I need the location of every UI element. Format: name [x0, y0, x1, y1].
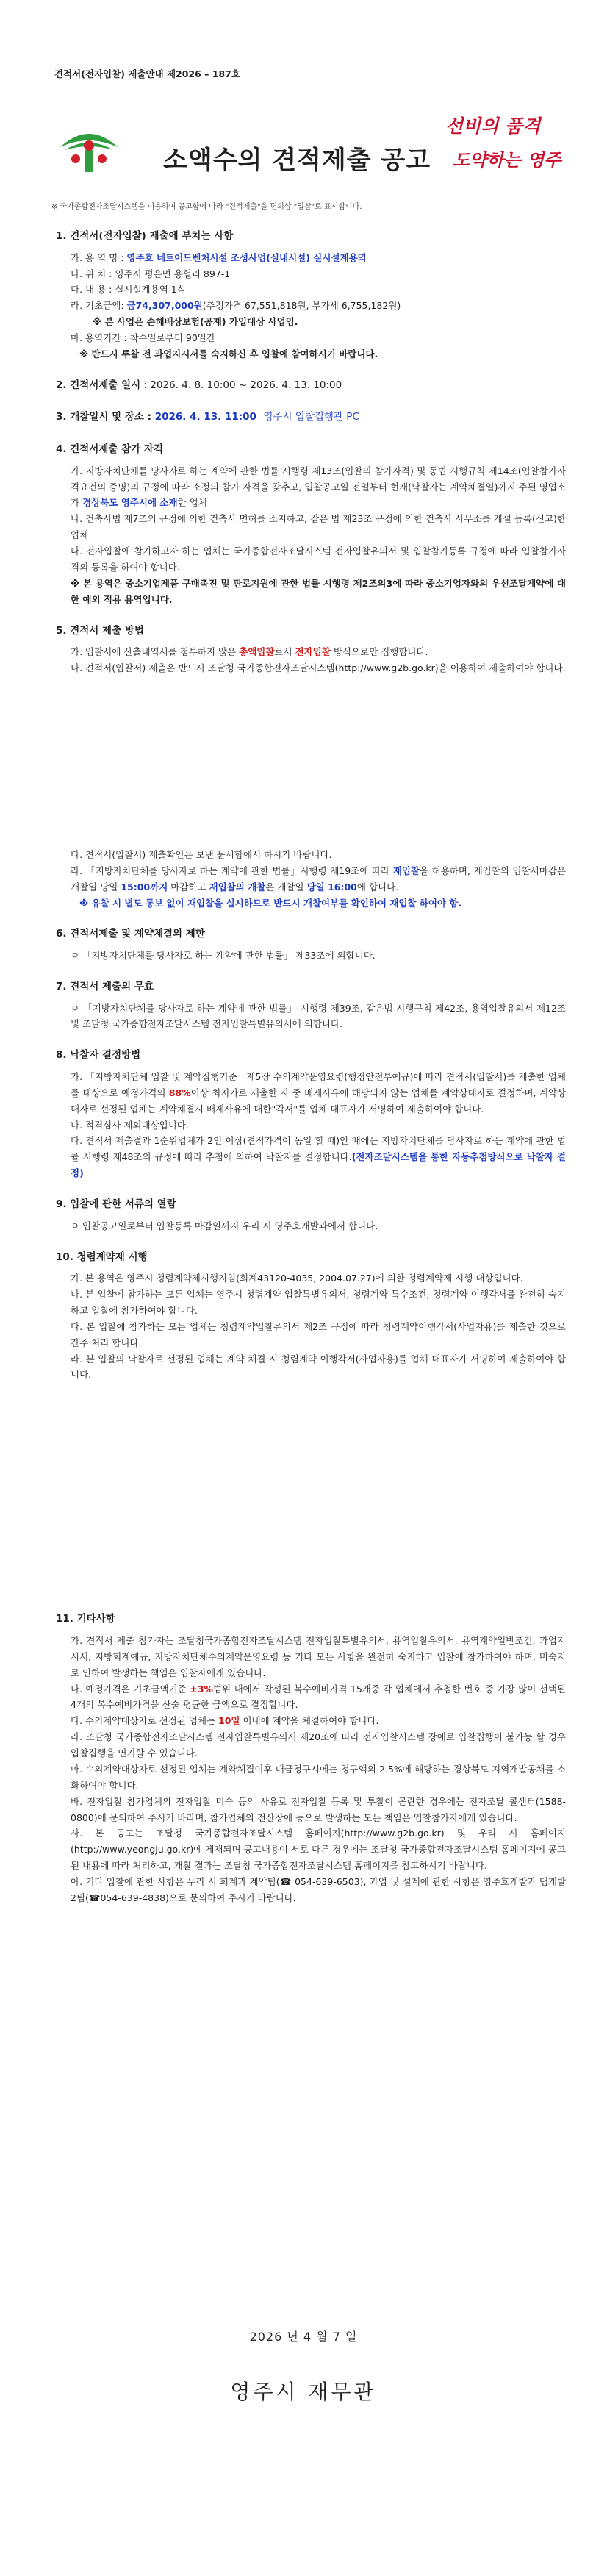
misc-h: 아. 기타 입찰에 관한 사항은 우리 시 회계과 계약팀(☎ 054-639-6503), 과업 및 설계에 관한 사항은 영주호개발과 댐개발2팀(☎054-639-4838)으로 문의하여 주시기 바랍니다.: [71, 1876, 566, 1903]
base-amount-row: [71, 298, 566, 314]
opening-time: 2026. 4. 13. 11:00: [154, 411, 256, 423]
base-amount-detail: (추정가격 67,551,818원, 부가세 6,755,182원): [202, 300, 401, 312]
issuer-name: 영주시 재무관: [230, 2380, 377, 2404]
content-row: [71, 282, 566, 298]
base-amount-value: 금74,307,000원: [126, 300, 203, 312]
invalidity-text: ㅇ 「지방자치단체를 당사자로 하는 계약에 관한 법률」 시행령 제39조, 같은법 시행규칙 제42조, 용역입찰유의서 제12조 및 조달청 국가종합전자조달시스템 전자입찰특별유의서에 의합니다.: [71, 1002, 566, 1030]
location-value: 영주시 평은면 용혈리 897-1: [115, 268, 231, 279]
section-11-heading: 11. 기타사항: [56, 1613, 115, 1625]
task-instruction-note: ※ 반드시 투찰 전 과업지시서를 숙지하신 후 입찰에 참여하시기 바랍니다.: [79, 348, 378, 359]
sme-exception-note: ※ 본 용역은 중소기업제품 구매촉진 및 판로지원에 관한 법률 시행령 제2조의3에 따라 중소기업자와의 우선조달계약에 대한 예외 적용 용역입니다.: [71, 577, 566, 605]
section-5-heading: 5. 견적서 제출 방법: [56, 624, 144, 637]
section-10-heading: 10. 청렴계약제 시행: [56, 1251, 148, 1263]
service-period: 마. 용역기간 : 착수일로부터 90일간: [71, 332, 215, 343]
qualification-a: 가. 지방자치단체를 당사자로 하는 계약에 관한 법률 시행령 제13조(입찰의 참가자격) 및 동법 시행규칙 제14조(입찰참가자격요건의 증명)의 규정에 따라 소정의 참가 자격을 갖추고, 입찰공고일 전일부터 현재(낙찰자는 계약체결일)까지 주된 영업소가 경상북도 영주시에 소재한 업체: [71, 465, 567, 509]
award-c: 다. 견적서 제출결과 1순위업체가 2인 이상(견적가격이 동일 할 때)인 때에는 지방자치단체를 당사자로 하는 계약에 관한 법률 시행령 제48조의 규정에 따라 추첨에 의하여 낙찰자를 결정합니다.(전자조달시스템을 통한 자동추첨방식으로 낙찰자 결정): [71, 1135, 566, 1179]
announcement-date: 2026 년 4 월 7 일: [249, 2330, 358, 2344]
slogan-line-1: 선비의 품격: [445, 115, 541, 137]
section-3-heading: 3. 개찰일시 및 장소 : 2026. 4. 13. 11:00 영주시 입찰집행관 PC: [56, 411, 359, 423]
rebid-note: ※ 유찰 시 별도 통보 없이 재입찰을 실시하므로 반드시 개찰여부를 확인하여 재입찰 하여야 함.: [79, 897, 462, 909]
blank-area: [51, 676, 566, 847]
service-name-value: 영주호 네트어드벤처시설 조성사업(실내시설) 실시설계용역: [126, 251, 367, 263]
city-slogan: [439, 112, 564, 182]
restriction-text: ㅇ 「지방자치단체를 당사자로 하는 계약에 관한 법률」 제33조에 의합니다.: [71, 950, 376, 961]
method-b: 나. 견적서(입찰서) 제출은 반드시 조달청 국가종합전자조달시스템(http://www.g2b.go.kr)을 이용하여 제출하여야 합니다.: [71, 662, 566, 673]
misc-f: 바. 전자입찰 참가업체의 전자입찰 미숙 등의 사유로 전자입찰 등록 및 투찰이 곤란한 경우에는 전자조달 콜센터(1588-0800)에 문의하여 주시기 바라며, 참가업체의 전산장애 등으로 발생하는 모든 책임은 입찰참가자에게 있습니다.: [71, 1795, 566, 1823]
submission-period: : 2026. 4. 8. 10:00 ~ 2026. 4. 13. 10:00: [140, 379, 342, 391]
integrity-d: 라. 본 입찰의 낙찰자로 선정된 업체는 계약 체결 시 청렴계약 이행각서(사업자용)를 업체 대표자가 서명하여 제출하여야 합니다.: [71, 1353, 566, 1381]
yeongju-city-logo-icon: [57, 125, 121, 173]
blank-area-2: [51, 1383, 566, 1596]
integrity-a: 가. 본 용역은 영주시 청렴계약제시행지침(회계43120-4035, 2004.07.27)에 의한 청렴계약제 시행 대상입니다.: [71, 1273, 523, 1284]
slogan-line-2: 도약하는 영주: [453, 149, 561, 171]
method-c: 다. 견적서(입찰서) 제출확인은 보낸 문서함에서 하시기 바랍니다.: [71, 848, 332, 860]
document-number: 견적서(전자입찰) 제출안내 제2026 – 187호: [54, 68, 240, 79]
misc-b: 나. 예정가격은 기초금액기준 ±3%범위 내에서 작성된 복수예비가격 15개중 각 업체에서 추첨한 번호 중 가장 많이 선택된 4개의 복수예비가격을 산술 평균한 금액으로 결정합니다.: [71, 1683, 567, 1711]
notice-text: ※ 국가종합전자조달시스템을 이용하여 공고함에 따라 "견적제출"을 편의상 "입찰"로 표시합니다.: [51, 203, 362, 211]
misc-c: 다. 수의계약대상자로 선정된 업체는 10일 이내에 계약을 체결하여야 합니다.: [71, 1715, 379, 1727]
award-a: 가. 「지방자치단체 입찰 및 계약집행기준」제5장 수의계약운영요령(행정안전부예규)에 따라 견적서(입찰서)를 제출한 업체를 대상으로 예정가격의 88%이상 최저가로 제출한 자 중 배제사유에 해당되지 않는 업체를 계약상대자로 결정하며, 계약상대자로 선정된 업체는 계약체결시 배제사유에 대한"각서"를 업체 대표자가 서명하여 제출하여야 합니다.: [71, 1070, 566, 1115]
content-value: 실시설계용역 1식: [115, 284, 186, 296]
qualification-c: 다. 전자입찰에 참가하고자 하는 업체는 국가종합전자조달시스템 전자입찰유의서 및 입찰참가등록 규정에 따라 입찰참가자격의 등록을 하여야 합니다.: [71, 545, 566, 573]
misc-e: 마. 수의계약대상자로 선정된 업체는 계약체결이후 대금청구시에는 청구액의 2.5%에 해당하는 경상북도 지역개발공채를 소화하여야 합니다.: [71, 1763, 566, 1791]
section-4-heading: 4. 견적서제출 참가 자격: [56, 443, 163, 455]
base-amount-label: 라. 기초금액:: [71, 300, 124, 312]
method-a: 가. 입찰서에 산출내역서를 첨부하지 않은 총액입찰로서 전자입찰 방식으로만 집행합니다.: [71, 646, 428, 658]
content-label: 다. 내 용 :: [71, 284, 112, 296]
award-b: 나. 적격심사 제외대상입니다.: [71, 1119, 189, 1131]
section-2-heading: 2. 견적서제출 일시 : 2026. 4. 8. 10:00 ~ 2026. 4. 13. 10:00: [56, 379, 342, 391]
section-9-heading: 9. 입찰에 관한 서류의 열람: [56, 1198, 176, 1210]
integrity-b: 나. 본 입찰에 참가하는 모든 업체는 영주시 청렴계약 입찰특별유의서, 청렴계약 특수조건, 청렴계약 이행각서를 완전히 숙지하고 입찰에 참가하여야 합니다.: [71, 1289, 566, 1316]
location-label: 나. 위 치 :: [71, 268, 112, 279]
qualification-location: 경상북도 영주시에 소재: [82, 497, 178, 509]
insurance-note: ※ 본 사업은 손해배상보험(공제) 가입대상 사업임.: [93, 316, 298, 328]
service-name-row: [71, 250, 566, 266]
misc-d: 라. 조달청 국가종합전자조달시스템 전자입찰특별유의서 제20조에 따라 전자입찰시스템 장애로 입찰집행이 불가능 할 경우 입찰집행을 연기할 수 있습니다.: [71, 1731, 566, 1759]
misc-a: 가. 견적서 제출 참가자는 조달청국가종합전자조달시스템 전자입찰특별유의서, 용역입찰유의서, 용역계약일반조건, 과업지시서, 지방회계예규, 지방자치단체수의계약운영요령 등 기타 모든 사항을 완전히 숙지하고 입찰에 참가하여야 하며, 미숙지로 인하여 발생하는 책임은 입찰자에게 있습니다.: [71, 1634, 566, 1678]
document-viewing-text: ㅇ 입찰공고일로부터 입찰등록 마감일까지 우리 시 영주호개발과에서 합니다.: [71, 1220, 378, 1231]
misc-g: 사. 본 공고는 조달청 국가종합전자조달시스템 홈페이지(http://www.g2b.go.kr) 및 우리 시 홈페이지(http://www.yeongju.go.kr)에 게재되며 공고내용이 서로 다른 경우에는 조달청 국가종합전자조달시스템 홈페이지에 공고된 내용에 따라 처리하고, 개찰 결과는 조달청 국가종합전자조달시스템 홈페이지를 참고하시기 바랍니다.: [71, 1828, 566, 1872]
opening-place: 영주시 입찰집행관 PC: [263, 411, 359, 423]
location-row: [71, 266, 566, 282]
service-name-label: 가. 용 역 명 :: [71, 251, 124, 263]
section-6-heading: 6. 견적서제출 및 계약체결의 제한: [56, 928, 205, 940]
page-title: 소액수의 견적제출 공고: [163, 146, 431, 175]
qualification-b: 나. 건축사법 제7조의 규정에 의한 건축사 면허를 소지하고, 같은 법 제23조 규정에 의한 건축사 사무소를 개설 등록(신고)한 업체: [71, 513, 566, 541]
method-d: 라. 「지방자치단체를 당사자로 하는 계약에 관한 법률」시행령 제19조에 따라 재입찰을 허용하며, 재입찰의 입찰서마감은 개찰일 당일 15:00까지 마감하고 재입찰의 개찰은 개찰일 당일 16:00에 합니다.: [71, 865, 566, 892]
announcement-body: [51, 213, 566, 1906]
section-7-heading: 7. 견적서 제출의 무효: [56, 980, 154, 992]
integrity-c: 다. 본 입찰에 참가하는 모든 업체는 청렴계약입찰유의서 제2조 규정에 따라 청렴계약이행각서(사업자용)를 제출한 것으로 간주 처리 합니다.: [71, 1320, 566, 1348]
section-8-heading: 8. 낙찰자 결정방법: [56, 1049, 141, 1062]
section-1-heading: 1. 견적서(전자입찰) 제출에 부치는 사항: [56, 230, 234, 242]
